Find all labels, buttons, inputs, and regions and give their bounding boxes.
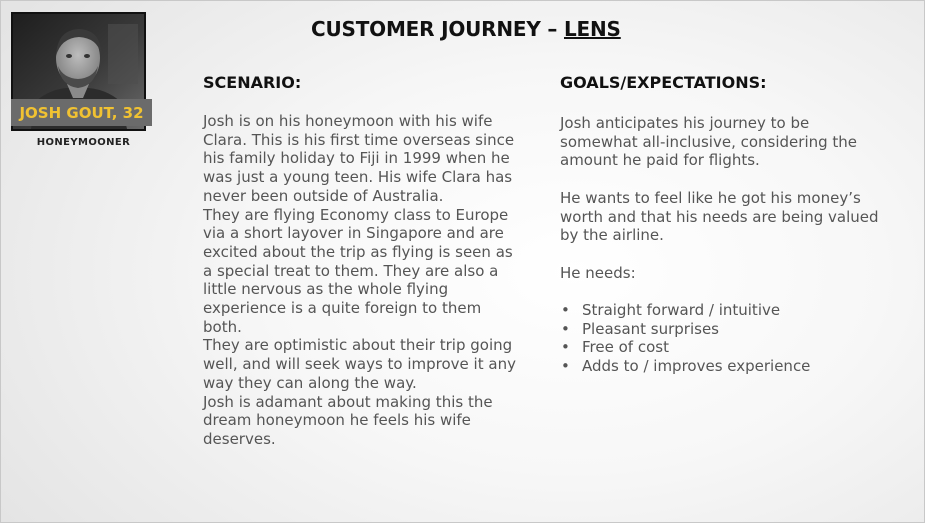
list-item — [560, 338, 890, 357]
persona-role: HONEYMOONER — [36, 137, 131, 148]
scenario-heading: SCENARIO: — [203, 73, 302, 92]
need-label: Adds to / improves experience — [582, 357, 811, 376]
list-item — [560, 320, 890, 339]
list-item — [560, 301, 890, 320]
scenario-paragraph: Josh is on his honeymoon with his wife Clara. This is his first time overseas since his family holiday to Fiji in 1999 when he was just a young teen. His wife Clara has never been outside of Australia. — [203, 112, 515, 205]
bullet-icon: • — [561, 319, 570, 338]
goals-paragraph: He wants to feel like he got his money’s worth and that his needs are being valued by the airline. — [560, 188, 879, 245]
goals-paragraph: Josh anticipates his journey to be somewhat all-inclusive, considering the amount he paid for flights. — [560, 114, 858, 170]
bullet-icon: • — [561, 338, 570, 357]
title-main: CUSTOMER JOURNEY – — [311, 17, 564, 41]
title-emphasis: LENS — [564, 17, 621, 41]
needs-list — [560, 301, 890, 376]
scenario-paragraph: They are optimistic about their trip going well, and will seek ways to improve it any way they can along the way. — [203, 336, 516, 392]
need-label: Pleasant surprises — [582, 319, 719, 338]
list-item — [560, 357, 890, 376]
scenario-paragraph: Josh is adamant about making this the dream honeymoon he feels his wife deserves. — [203, 392, 493, 448]
need-label: Straight forward / intuitive — [582, 300, 781, 319]
bullet-icon: • — [561, 357, 570, 376]
bullet-icon: • — [561, 300, 570, 319]
need-label: Free of cost — [582, 338, 669, 357]
scenario-body — [203, 112, 523, 449]
scenario-paragraph: They are flying Economy class to Europe via a short layover in Singapore and are excited about the trip as flying is seen as a special treat to them. They are also a little nervous as the whole flying experience is a quite foreign to them both. — [203, 205, 513, 336]
persona-name-banner: JOSH GOUT, 32 — [11, 99, 152, 126]
goals-heading: GOALS/EXPECTATIONS: — [560, 73, 767, 92]
goals-needs-label: He needs: — [560, 263, 636, 282]
goals-body — [560, 114, 890, 376]
page-title — [311, 17, 621, 41]
